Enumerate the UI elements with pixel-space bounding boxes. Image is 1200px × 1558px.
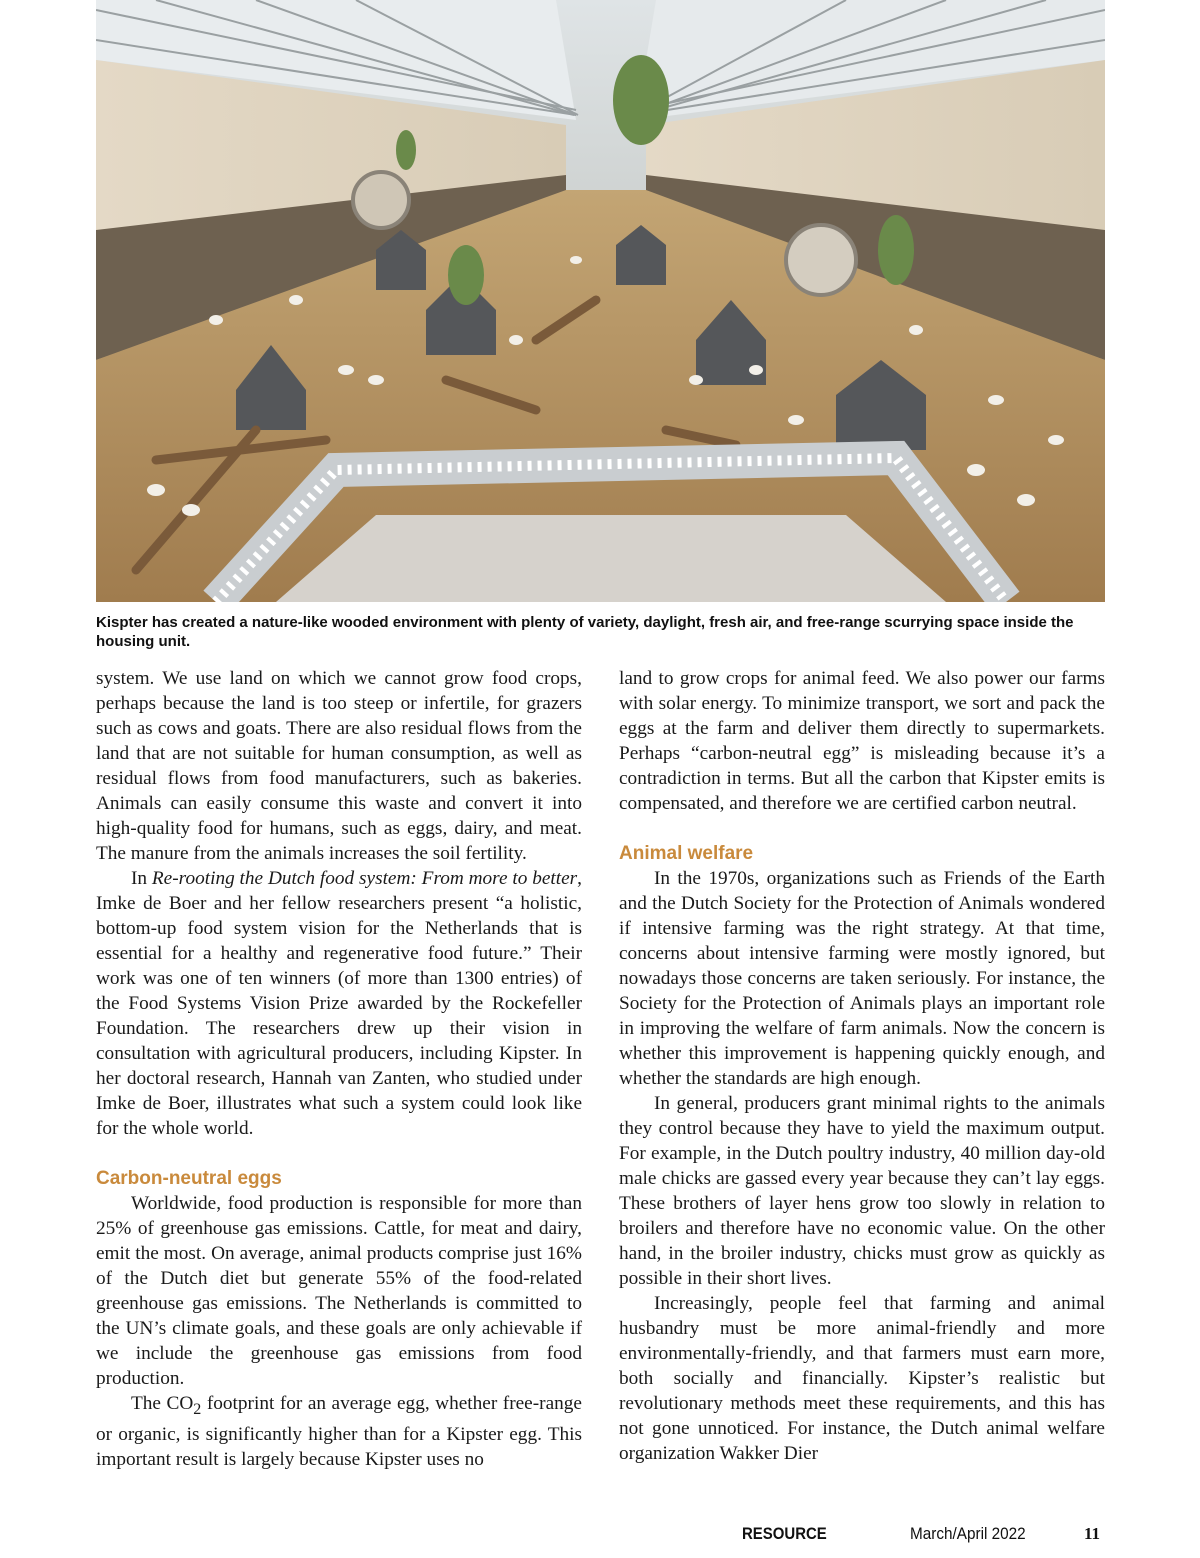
left-column <box>96 666 582 1472</box>
issue-date: March/April 2022 <box>910 1524 1026 1543</box>
right-column <box>619 666 1105 1466</box>
page-number: 11 <box>1084 1524 1101 1543</box>
text-run: In <box>131 868 152 889</box>
text-run: , Imke de Boer and her fellow researchers present “a holistic, bottom-up food system vision for the Netherlands that is essential for a healthy and regenerative food future.” Their work was one of ten winners (of more than 1300 entries) of the Food Systems Vision Prize awarded by the Rockefeller Foundation. The researchers drew up their vision in consultation with agricultural producers, including Kipster. In her doctoral research, Hannah van Zanten, who studied under Imke de Boer, illustrates what such a system could look like for the whole world. <box>96 868 582 1139</box>
page-footer <box>0 1524 1200 1550</box>
paragraph: Worldwide, food production is responsible for more than 25% of greenhouse gas emissions. Cattle, for meat and dairy, emit the most. On average, animal products comprise just 16% of the Dutch diet but generate 55% of the food-related greenhouse gas emissions. The Netherlands is committed to the UN’s climate goals, and these goals are only achievable if we include the greenhouse gas emissions from food production. <box>96 1193 582 1389</box>
paragraph <box>96 866 582 1141</box>
text-run: The CO <box>131 1393 194 1414</box>
report-title: Re-rooting the Dutch food system: From more to better <box>151 868 578 889</box>
paragraph: system. We use land on which we cannot grow food crops, perhaps because the land is too steep or infertile, for grazers such as cows and goats. There are also residual flows from the land that are not suitable for human consumption, as well as residual flows from food manufacturers, such as bakeries. Animals can easily consume this waste and convert it into high-quality food for humans, such as eggs, dairy, and meat. The manure from the animals increases the soil fertility. <box>96 668 582 864</box>
paragraph: In general, producers grant minimal rights to the animals they control because they have to yield the maximum output. For example, in the Dutch poultry industry, 40 million day-old male chicks are gassed every year because they can’t lay eggs. These brothers of layer hens grow too slowly in relation to broilers and therefore have no economic value. On the other hand, in the broiler industry, chicks must grow as quickly as possible in their short lives. <box>619 1093 1105 1289</box>
photo-caption: Kispter has created a nature-like wooded environment with plenty of variety, daylight, fresh air, and free-range scurrying space inside the housing unit. <box>96 614 1074 650</box>
paragraph: land to grow crops for animal feed. We also power our farms with solar energy. To minimize transport, we sort and pack the eggs at the farm and deliver them directly to supermarkets. Perhaps “carbon-neutral egg” is misleading because it’s a contradiction in terms. But all the carbon that Kipster emits is compensated, and therefore we are certified carbon neutral. <box>619 668 1105 814</box>
poultry-barn-photo <box>96 0 1105 602</box>
section-heading-animal-welfare: Animal welfare <box>619 843 754 864</box>
paragraph <box>96 1391 582 1472</box>
paragraph: In the 1970s, organizations such as Friends of the Earth and the Dutch Society for the Protection of Animals wondered if intensive farming was the right strategy. At that time, concerns about intensive farming were mostly ignored, but nowadays those concerns are taken seriously. For instance, the Society for the Protection of Animals plays an important role in improving the welfare of farm animals. Now the concern is whether this improvement is happening quickly enough, and whether the standards are high enough. <box>619 868 1105 1089</box>
barn-photo <box>96 0 1105 602</box>
section-heading-carbon-neutral-eggs: Carbon-neutral eggs <box>96 1168 282 1189</box>
text-run: footprint for an average egg, whether free-range or organic, is significantly higher than for a Kipster egg. This important result is largely because Kipster uses no <box>96 1393 582 1470</box>
paragraph: Increasingly, people feel that farming and animal husbandry must be more animal-friendly and more environmentally-friendly, and that farmers must earn more, both socially and financially. Kipster’s realistic but revolutionary methods meet these requirements, and this has not gone unnoticed. For instance, the Dutch animal welfare organization Wakker Dier <box>619 1293 1105 1464</box>
magazine-name: RESOURCE <box>742 1524 827 1543</box>
subscript: 2 <box>193 1400 202 1418</box>
